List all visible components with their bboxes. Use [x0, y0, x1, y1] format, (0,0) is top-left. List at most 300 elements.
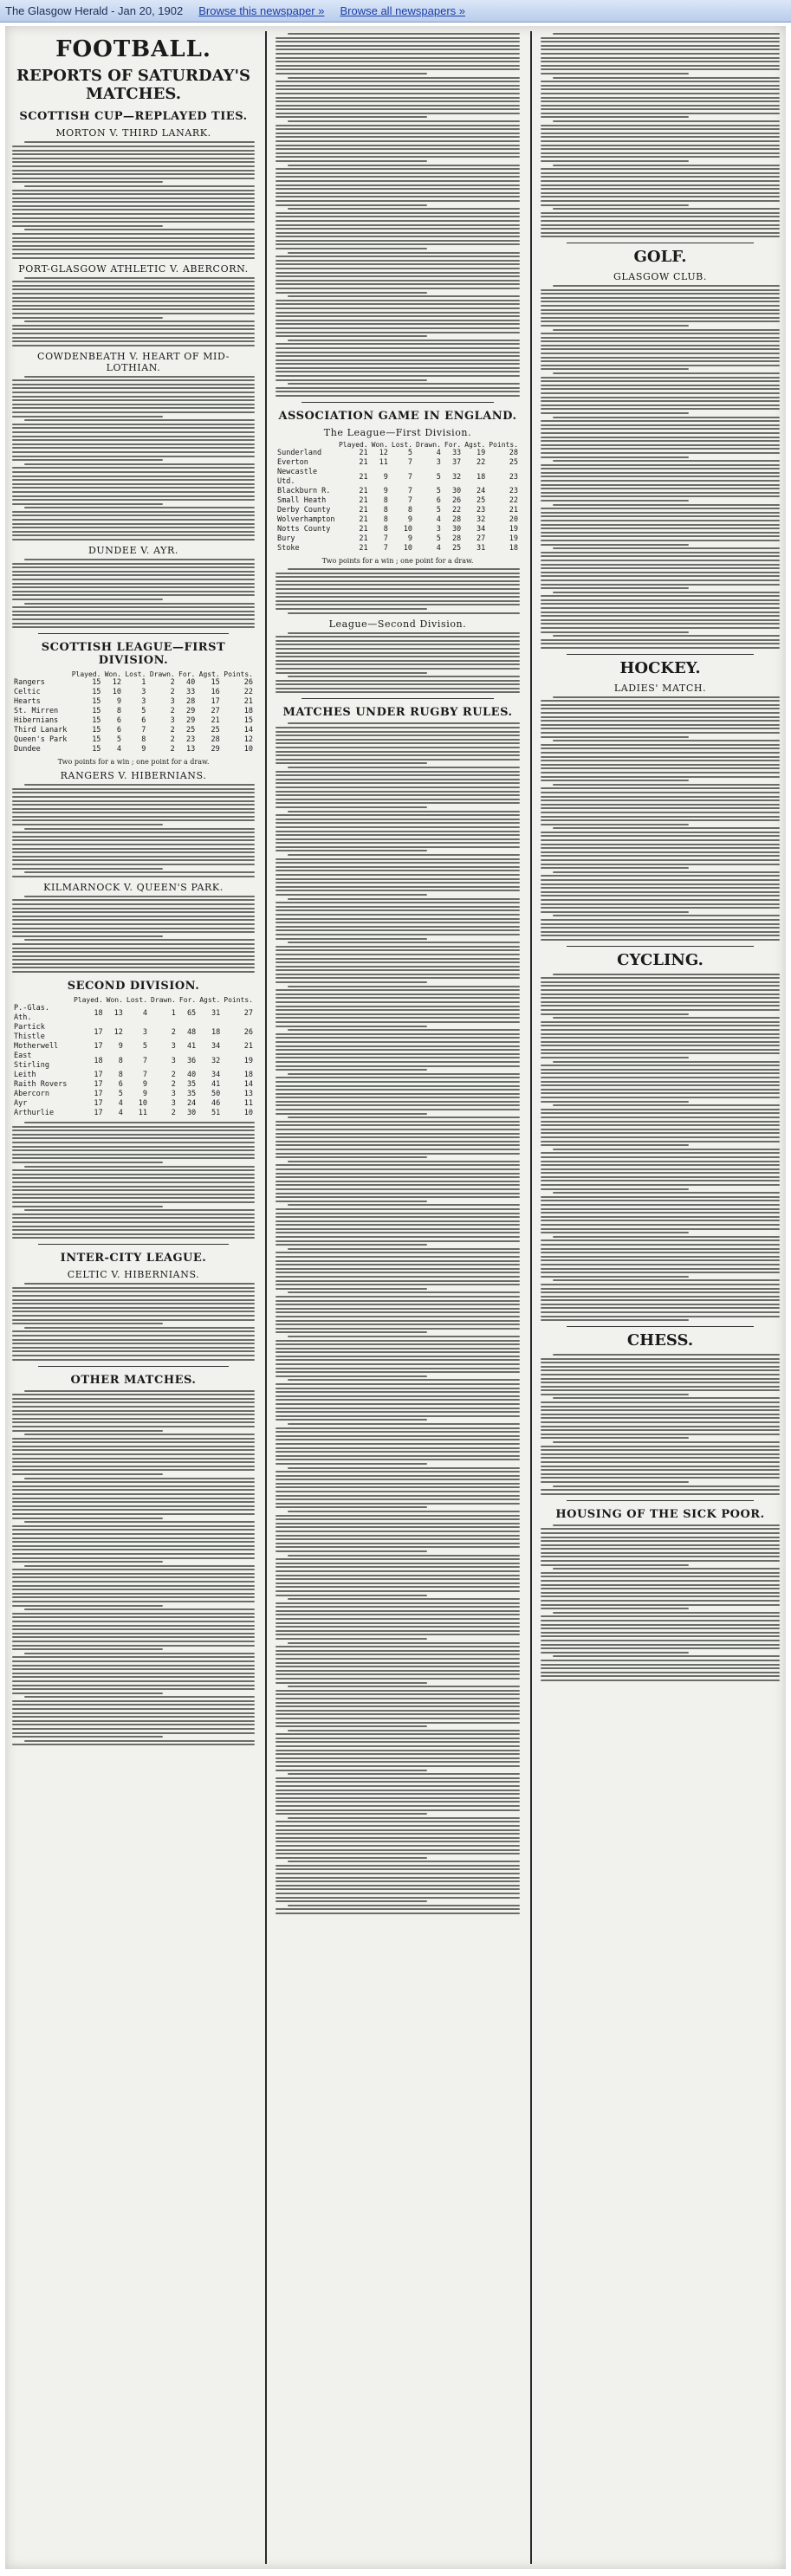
- table-cell: 21: [359, 472, 368, 482]
- text-line: [12, 903, 255, 905]
- points-note: Two points for a win ; one point for a draw.: [57, 758, 210, 767]
- match-heading: PORT-GLASGOW ATHLETIC V. ABERCORN.: [18, 262, 249, 275]
- table-row: [12, 735, 255, 745]
- text-line: [12, 812, 255, 813]
- text-line: [276, 1654, 520, 1655]
- subheading-ladies-match: LADIES' MATCH.: [613, 682, 707, 694]
- text-line: [541, 1239, 780, 1241]
- table-cell: 13: [113, 1008, 123, 1018]
- text-line: [12, 1493, 255, 1495]
- text-line: [276, 1602, 520, 1604]
- table-cell: 6: [116, 716, 121, 726]
- text-line: [541, 744, 780, 746]
- text-line: [276, 1069, 427, 1071]
- text-line: [276, 1181, 520, 1182]
- text-line: [276, 1049, 520, 1051]
- table-cell: 22: [451, 506, 462, 515]
- text-line: [276, 272, 520, 274]
- text-line: [553, 285, 780, 287]
- table-cell: 9: [407, 534, 413, 544]
- text-line: [276, 53, 520, 55]
- text-line: [541, 232, 780, 234]
- text-line: [553, 208, 780, 210]
- text-line: [553, 165, 780, 166]
- text-line: [541, 357, 780, 359]
- text-line: [12, 1628, 255, 1630]
- text-line: [276, 1284, 520, 1285]
- text-line: [24, 939, 255, 941]
- text-line: [12, 1162, 163, 1163]
- text-line: [541, 1647, 780, 1649]
- text-line: [541, 152, 780, 154]
- text-line: [276, 1331, 427, 1333]
- text-line: [276, 608, 427, 610]
- text-line: [12, 1233, 255, 1235]
- text-line: [276, 918, 520, 920]
- text-line: [276, 320, 520, 321]
- table-cell: 9: [142, 1080, 148, 1090]
- text-line: [541, 468, 780, 469]
- text-line: [276, 1650, 520, 1652]
- text-line: [276, 1097, 520, 1098]
- text-line: [541, 752, 780, 754]
- text-line: [276, 819, 520, 820]
- text-line: [12, 436, 255, 437]
- text-line: [12, 1201, 255, 1203]
- text-line: [12, 209, 255, 210]
- table-row: [12, 1023, 255, 1042]
- text-line: [288, 854, 520, 856]
- text-line: [12, 217, 255, 219]
- table-cell: 13: [186, 745, 196, 754]
- text-line: [541, 1437, 689, 1439]
- text-line: [276, 1662, 520, 1664]
- text-line: [541, 1386, 780, 1388]
- text-line: [541, 320, 780, 322]
- text-line: [276, 683, 520, 685]
- text-line: [276, 894, 427, 896]
- text-line: [553, 1485, 780, 1487]
- text-line: [12, 503, 163, 505]
- text-line: [541, 1172, 780, 1174]
- text-line: [541, 1477, 780, 1479]
- text-line: [276, 1264, 520, 1265]
- text-line: [276, 355, 520, 357]
- text-line: [541, 1092, 780, 1094]
- text-line: [276, 1841, 520, 1842]
- text-line: [541, 864, 780, 865]
- text-line: [12, 1221, 255, 1223]
- text-line: [12, 611, 255, 612]
- text-line: [288, 1817, 520, 1819]
- article-text: [276, 33, 520, 397]
- text-line: [12, 427, 255, 429]
- text-line: [276, 1408, 520, 1409]
- text-line: [541, 81, 780, 82]
- text-line: [24, 1327, 255, 1329]
- table-cell: 8: [383, 525, 388, 534]
- text-line: [12, 1343, 255, 1344]
- column-header: Won.: [104, 670, 121, 679]
- text-line: [276, 327, 520, 329]
- text-line: [276, 1475, 520, 1477]
- text-line: [541, 931, 780, 933]
- text-line: [276, 580, 520, 582]
- text-line: [541, 1164, 780, 1166]
- text-line: [276, 1001, 520, 1003]
- text-line: [541, 911, 689, 913]
- text-line: [541, 289, 780, 291]
- text-line: [541, 1033, 780, 1035]
- text-line: [12, 150, 255, 152]
- text-line: [12, 193, 255, 195]
- text-line: [541, 1101, 689, 1103]
- text-line: [12, 566, 255, 568]
- text-line: [12, 288, 255, 290]
- text-line: [12, 531, 255, 533]
- text-line: [276, 268, 520, 269]
- text-line: [276, 834, 520, 836]
- text-line: [541, 53, 780, 55]
- text-line: [24, 1209, 255, 1211]
- table-cell: 34: [211, 1042, 221, 1052]
- text-line: [276, 934, 520, 935]
- text-line: [12, 1549, 255, 1550]
- table-cell: 18: [477, 472, 486, 482]
- text-line: [276, 1690, 520, 1692]
- text-line: [276, 292, 427, 294]
- text-line: [276, 125, 520, 126]
- text-line: [12, 205, 255, 207]
- text-line: [541, 1188, 689, 1190]
- text-line: [276, 573, 520, 574]
- browse-all-newspapers-link[interactable]: Browse all newspapers »: [340, 4, 466, 17]
- text-line: [288, 1073, 520, 1075]
- table-cell: 7: [383, 534, 388, 544]
- text-line: [276, 1101, 520, 1103]
- table-cell: 3: [141, 688, 146, 697]
- table-cell: 17: [94, 1027, 103, 1037]
- article-text: [276, 722, 520, 1914]
- text-line: [24, 1122, 255, 1123]
- text-line: [12, 832, 255, 833]
- text-line: [276, 1411, 520, 1413]
- text-line: [541, 88, 780, 90]
- text-line: [276, 1236, 520, 1238]
- text-line: [276, 1658, 520, 1660]
- text-line: [12, 1589, 255, 1590]
- text-line: [12, 245, 255, 247]
- text-line: [541, 397, 780, 398]
- text-line: [12, 792, 255, 793]
- text-line: [541, 1660, 780, 1661]
- text-line: [276, 672, 427, 674]
- text-line: [541, 1121, 780, 1123]
- match-heading: CELTIC V. HIBERNIANS.: [67, 1269, 200, 1281]
- table-cell: 19: [477, 449, 486, 458]
- text-line: [276, 1201, 427, 1202]
- text-line: [276, 742, 520, 744]
- text-line: [12, 955, 255, 957]
- text-line: [276, 946, 520, 948]
- text-line: [541, 1635, 780, 1637]
- text-line: [276, 1026, 427, 1027]
- text-line: [276, 958, 520, 960]
- text-line: [276, 1713, 520, 1715]
- text-line: [288, 1861, 520, 1862]
- text-line: [276, 1459, 520, 1460]
- league-table-england-first: [276, 441, 520, 553]
- text-line: [276, 1415, 520, 1417]
- text-line: [12, 1214, 255, 1215]
- text-line: [276, 1144, 520, 1146]
- table-cell: 21: [359, 515, 368, 525]
- text-line: [12, 1525, 255, 1527]
- text-line: [276, 1033, 520, 1035]
- text-line: [541, 584, 780, 586]
- text-line: [288, 568, 520, 570]
- text-line: [276, 1673, 520, 1675]
- text-line: [541, 176, 780, 178]
- text-line: [276, 1785, 520, 1787]
- table-row: [276, 525, 520, 534]
- newspaper-page: [5, 26, 786, 2569]
- table-cell: 17: [94, 1080, 103, 1090]
- text-line: [12, 1359, 255, 1361]
- text-line: [553, 1236, 780, 1238]
- text-line: [541, 997, 780, 999]
- text-line: [12, 511, 255, 513]
- text-line: [12, 479, 255, 481]
- table-cell: 8: [383, 496, 388, 506]
- table-cell: 5: [407, 449, 413, 458]
- text-line: [276, 1403, 520, 1405]
- text-line: [276, 1093, 520, 1095]
- text-line: [288, 722, 520, 724]
- text-line: [276, 806, 427, 808]
- text-line: [276, 37, 520, 39]
- text-line: [276, 822, 520, 824]
- text-line: [541, 1307, 780, 1309]
- text-line: [541, 579, 780, 581]
- headline-housing-sick-poor: HOUSING OF THE SICK POOR.: [555, 1507, 765, 1521]
- table-cell: 30: [186, 1109, 197, 1118]
- text-line: [276, 1888, 520, 1890]
- text-line: [288, 1905, 520, 1906]
- text-line: [541, 1446, 780, 1447]
- text-line: [541, 61, 780, 62]
- table-cell: 3: [141, 697, 146, 707]
- text-line: [12, 499, 255, 501]
- text-line: [12, 623, 255, 625]
- text-line: [276, 914, 520, 916]
- text-line: [276, 814, 520, 816]
- table-cell: Dundee: [14, 745, 41, 754]
- table-cell: 21: [359, 525, 368, 534]
- table-cell: 9: [407, 515, 413, 525]
- text-line: [276, 1722, 520, 1724]
- table-cell: 21: [359, 487, 368, 496]
- table-cell: 3: [171, 1042, 176, 1052]
- text-line: [541, 1358, 780, 1360]
- table-cell: 9: [118, 1042, 123, 1052]
- table-cell: Leith: [14, 1071, 36, 1080]
- text-line: [12, 1142, 255, 1143]
- text-line: [276, 1837, 520, 1839]
- text-line: [288, 1467, 520, 1469]
- table-cell: 25: [211, 726, 220, 735]
- text-line: [12, 796, 255, 798]
- text-line: [12, 1307, 255, 1309]
- text-line: [541, 1259, 780, 1261]
- text-line: [541, 1461, 780, 1463]
- table-cell: 27: [243, 1008, 253, 1018]
- browse-this-newspaper-link[interactable]: Browse this newspaper »: [198, 4, 325, 17]
- text-line: [12, 844, 255, 845]
- text-line: [541, 1409, 780, 1411]
- text-line: [12, 1585, 255, 1587]
- text-line: [541, 1276, 689, 1278]
- text-line: [12, 1557, 255, 1559]
- text-line: [12, 451, 255, 453]
- text-line: [12, 515, 255, 516]
- text-line: [12, 971, 255, 973]
- text-line: [541, 977, 780, 979]
- text-line: [288, 1423, 520, 1425]
- text-line: [24, 559, 255, 560]
- text-line: [12, 392, 255, 393]
- text-line: [276, 1765, 520, 1767]
- table-row: [12, 1090, 255, 1099]
- text-line: [276, 1908, 520, 1910]
- text-line: [541, 1057, 689, 1058]
- text-line: [276, 315, 520, 317]
- table-cell: Third Lanark: [14, 726, 68, 735]
- text-line: [541, 224, 780, 226]
- column-header: For.: [178, 670, 196, 679]
- text-line: [541, 1252, 780, 1253]
- text-line: [12, 788, 255, 790]
- table-cell: 19: [243, 1056, 253, 1065]
- text-line: [541, 472, 780, 474]
- text-line: [276, 1153, 520, 1155]
- text-line: [276, 1793, 520, 1795]
- text-line: [276, 771, 520, 773]
- text-line: [541, 160, 689, 162]
- text-line: [541, 939, 780, 941]
- text-line: [541, 400, 780, 402]
- text-line: [541, 45, 780, 47]
- text-line: [276, 1104, 520, 1106]
- text-line: [12, 249, 255, 250]
- text-line: [276, 688, 520, 689]
- text-line: [276, 216, 520, 217]
- text-line: [276, 727, 520, 728]
- text-line: [12, 1291, 255, 1292]
- text-line: [276, 200, 520, 202]
- text-line: [276, 116, 427, 118]
- column-header: [276, 441, 337, 449]
- text-line: [541, 309, 780, 311]
- text-line: [276, 1252, 520, 1253]
- text-line: [541, 527, 780, 529]
- text-line: [276, 1141, 520, 1142]
- text-line: [276, 906, 520, 908]
- text-line: [541, 1572, 780, 1574]
- text-line: [276, 1483, 520, 1485]
- match-heading: COWDENBEATH V. HEART OF MID-LOTHIAN.: [37, 350, 230, 373]
- table-cell: 8: [383, 515, 388, 525]
- text-line: [541, 1319, 689, 1321]
- text-line: [276, 1196, 520, 1198]
- table-cell: 14: [243, 726, 253, 735]
- text-line: [276, 391, 520, 392]
- text-line: [541, 816, 780, 818]
- text-line: [12, 923, 255, 925]
- text-line: [541, 923, 780, 925]
- text-line: [276, 1371, 520, 1373]
- text-line: [541, 1652, 689, 1654]
- text-line: [12, 1613, 255, 1615]
- table-row: [12, 1080, 255, 1090]
- match-heading: DUNDEE V. AYR.: [88, 545, 179, 557]
- text-line: [276, 862, 520, 864]
- text-line: [12, 1319, 255, 1321]
- text-line: [541, 1037, 780, 1039]
- subheading-glasgow-club: GLASGOW CLUB.: [613, 270, 707, 282]
- text-line: [12, 1157, 255, 1159]
- text-line: [541, 1362, 780, 1363]
- table-cell: 14: [243, 1080, 253, 1090]
- text-line: [12, 297, 255, 299]
- text-line: [288, 612, 520, 614]
- text-line: [541, 136, 780, 138]
- text-line: [541, 228, 780, 230]
- text-line: [541, 989, 780, 991]
- text-line: [541, 368, 689, 370]
- text-line: [276, 1168, 520, 1170]
- text-line: [553, 1354, 780, 1356]
- text-line: [12, 305, 255, 307]
- text-line: [541, 353, 780, 354]
- text-line: [12, 1410, 255, 1412]
- text-line: [276, 1614, 520, 1615]
- text-line: [541, 93, 780, 94]
- text-line: [276, 874, 520, 876]
- text-line: [12, 1323, 163, 1324]
- text-line: [541, 392, 780, 394]
- text-line: [276, 1356, 520, 1357]
- table-cell: 15: [92, 745, 101, 754]
- text-line: [288, 383, 520, 385]
- text-line: [541, 647, 780, 649]
- text-line: [12, 173, 255, 175]
- text-line: [541, 1288, 780, 1290]
- article-text: [276, 632, 520, 694]
- text-line: [24, 507, 255, 508]
- text-line: [12, 1576, 255, 1578]
- table-cell: 7: [407, 487, 413, 496]
- text-line: [276, 1431, 520, 1433]
- table-cell: 17: [94, 1090, 103, 1099]
- text-line: [541, 1184, 780, 1186]
- text-line: [12, 313, 255, 314]
- text-line: [288, 1511, 520, 1512]
- text-line: [288, 1248, 520, 1250]
- headline-league-first: SCOTTISH LEAGUE—FIRST DIVISION.: [41, 641, 226, 668]
- table-cell: 29: [186, 707, 196, 716]
- text-line: [12, 153, 255, 155]
